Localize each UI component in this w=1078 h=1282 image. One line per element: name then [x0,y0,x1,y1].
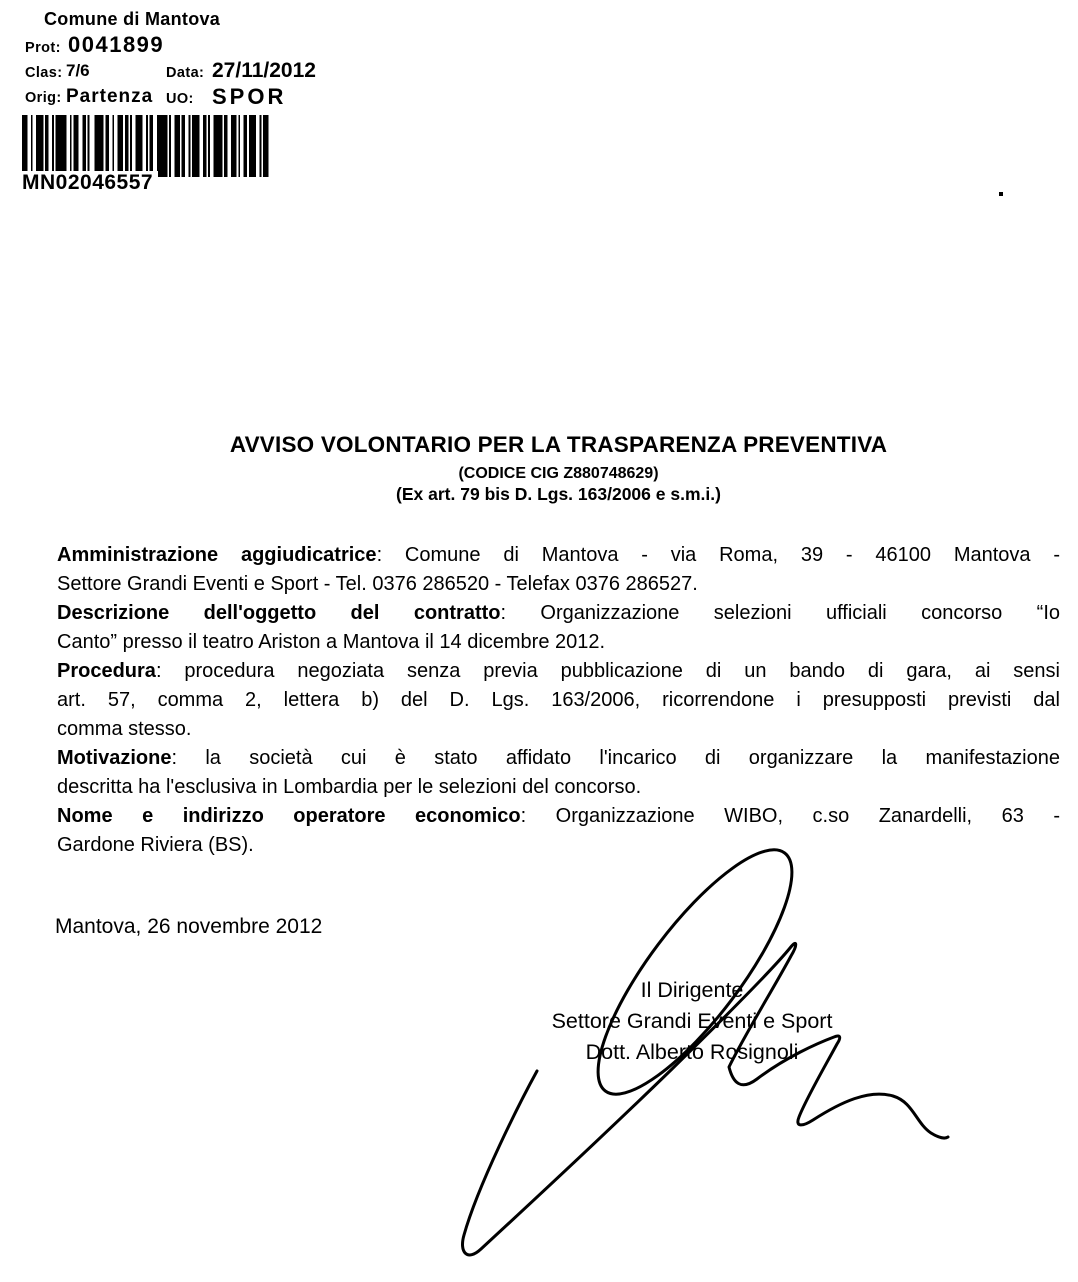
cig-code-line: (CODICE CIG Z880748629) [458,465,659,482]
prot-value: 0041899 [68,32,165,57]
paragraph [57,599,1060,657]
uo-value: SPOR [212,84,287,109]
signer-role-line: Il Dirigente [640,978,744,1002]
notice-title: AVVISO VOLONTARIO PER LA TRASPARENZA PREVENTIVA [229,432,888,457]
organization-name: Comune di Mantova [44,9,221,29]
body-line: Descrizione dell'oggetto del contratto: Organizzazione selezioni ufficiali concorso “Io [57,602,1060,624]
paragraph [57,657,1060,744]
paragraph [57,802,1060,860]
barcode-bars-image [22,115,272,177]
barcode [22,115,272,177]
orig-label: Orig: [25,90,62,106]
body-line: Canto” presso il teatro Ariston a Mantova il 14 dicembre 2012. [57,631,606,653]
signer-department-line: Settore Grandi Eventi e Sport [551,1009,833,1033]
body-line: Gardone Riviera (BS). [57,834,254,856]
orig-value: Partenza [66,86,154,107]
document-body [57,541,1060,860]
body-line: descritta ha l'esclusiva in Lombardia per le selezioni del concorso. [57,776,642,798]
signature-loop-stroke [569,825,822,1118]
date-value: 27/11/2012 [212,59,316,82]
clas-label: Clas: [25,65,63,81]
body-line: Amministrazione aggiudicatrice: Comune di Mantova - via Roma, 39 - 46100 Mantova - [57,544,1061,566]
uo-label: UO: [166,91,194,107]
paragraph [57,744,1060,802]
body-line: Nome e indirizzo operatore economico: Organizzazione WIBO, c.so Zanardelli, 63 - [57,805,1061,827]
body-line: Procedura: procedura negoziata senza previa pubblicazione di un bando di gara, ai sensi [57,660,1060,682]
body-line: art. 57, comma 2, lettera b) del D. Lgs. 163/2006, ricorrendone i presupposti previsti dal [57,689,1060,711]
title-block [57,432,1060,505]
body-line: Motivazione: la società cui è stato affidato l'incarico di organizzare la manifestazione [57,747,1060,769]
body-line: comma stesso. [57,718,192,740]
clas-value: 7/6 [66,61,90,80]
date-label: Data: [166,65,205,81]
date-place-line: Mantova, 26 novembre 2012 [55,915,323,938]
barcode-value: MN02046557 [22,171,158,194]
scan-speck [999,192,1003,196]
signature-block [442,975,942,1068]
law-reference-line: (Ex art. 79 bis D. Lgs. 163/2006 e s.m.i.) [396,484,721,504]
prot-label: Prot: [25,40,61,56]
paragraph [57,541,1060,599]
signer-name-line: Dott. Alberto Rosignoli [585,1040,799,1064]
body-line: Settore Grandi Eventi e Sport - Tel. 0376 286520 - Telefax 0376 286527. [57,573,698,595]
